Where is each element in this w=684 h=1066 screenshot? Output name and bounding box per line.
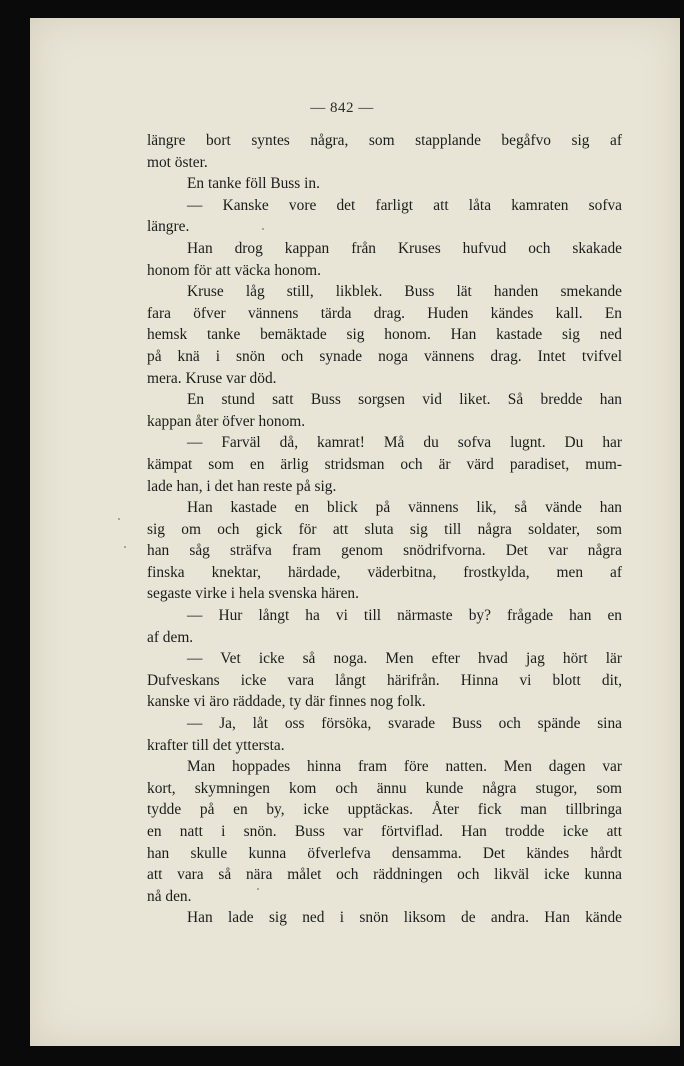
text-line: Kruse låg still, likblek. Buss lät handen smekande [187, 283, 622, 301]
print-speck [118, 518, 120, 520]
print-speck [262, 228, 264, 230]
text-line: finska knektar, härdade, väderbitna, frostkylda, men af [147, 563, 622, 581]
text-line: sig om och gick för att sluta sig till några soldater, som [147, 520, 622, 538]
text-line: mot öster. [147, 153, 208, 171]
text-line: — Hur långt ha vi till närmaste by? frågade han en [187, 607, 622, 625]
text-line: En stund satt Buss sorgsen vid liket. Så bredde han [187, 391, 622, 409]
text-line: han såg sträfva fram genom snödrifvorna. Det var några [147, 542, 622, 560]
text-line: — Kanske vore det farligt att låta kamraten sofva [187, 196, 622, 214]
text-line: längre. [147, 218, 190, 236]
text-line: Han kastade en blick på vännens lik, så vände han [187, 499, 622, 517]
text-line: tydde på en by, icke upptäckas. Åter fick man tillbringa [147, 801, 622, 819]
text-line: Han drog kappan från Kruses hufvud och skakade [187, 239, 622, 257]
text-line: kort, skymningen kom och ännu kunde några stugor, som [147, 779, 622, 797]
text-line: han skulle kunna öfverlefva densamma. Det kändes hårdt [147, 844, 622, 862]
text-line: Dufveskans icke vara långt härifrån. Hinna vi blott dit, [147, 671, 622, 689]
text-line: mera. Kruse var död. [147, 369, 277, 387]
text-line: af dem. [147, 628, 194, 646]
text-line: att vara så nära målet och räddningen och likväl icke kunna [147, 866, 622, 884]
text-line: fara öfver vännens tärda drag. Huden kändes kall. En [147, 304, 622, 322]
text-line: segaste virke i hela svenska hären. [147, 585, 359, 603]
text-line: kämpat som en ärlig stridsman och är värd paradiset, mum- [147, 455, 622, 473]
print-speck [124, 546, 126, 548]
text-line: längre bort syntes några, som stapplande begåfvo sig af [147, 132, 622, 149]
text-line: — Vet icke så noga. Men efter hvad jag hört lär [187, 650, 622, 668]
text-line: — Farväl då, kamrat! Må du sofva lugnt. Du har [187, 434, 622, 452]
text-line: en natt i snön. Buss var förtviflad. Han trodde icke att [147, 823, 622, 840]
print-speck [257, 888, 259, 890]
text-line: krafter till det yttersta. [147, 736, 285, 754]
text-line: lade han, i det han reste på sig. [147, 477, 337, 495]
body-text [147, 130, 622, 929]
text-line: nå den. [147, 887, 192, 905]
text-line: — Ja, låt oss försöka, svarade Buss och spände sina [187, 715, 622, 733]
page-number: — 842 — [310, 100, 374, 116]
text-line: på knä i snön och synade noga vännens drag. Intet tvifvel [147, 347, 622, 365]
text-line: hemsk tanke bemäktade sig honom. Han kastade sig ned [147, 326, 622, 344]
text-line: kanske vi äro räddade, ty där finnes nog folk. [147, 693, 426, 711]
text-line: kappan åter öfver honom. [147, 412, 306, 430]
text-line: honom för att väcka honom. [147, 261, 321, 279]
text-line: Han lade sig ned i snön liksom de andra. Han kände [187, 909, 622, 927]
text-line: En tanke föll Buss in. [187, 175, 320, 193]
text-line: Man hoppades hinna fram före natten. Men dagen var [187, 758, 622, 776]
